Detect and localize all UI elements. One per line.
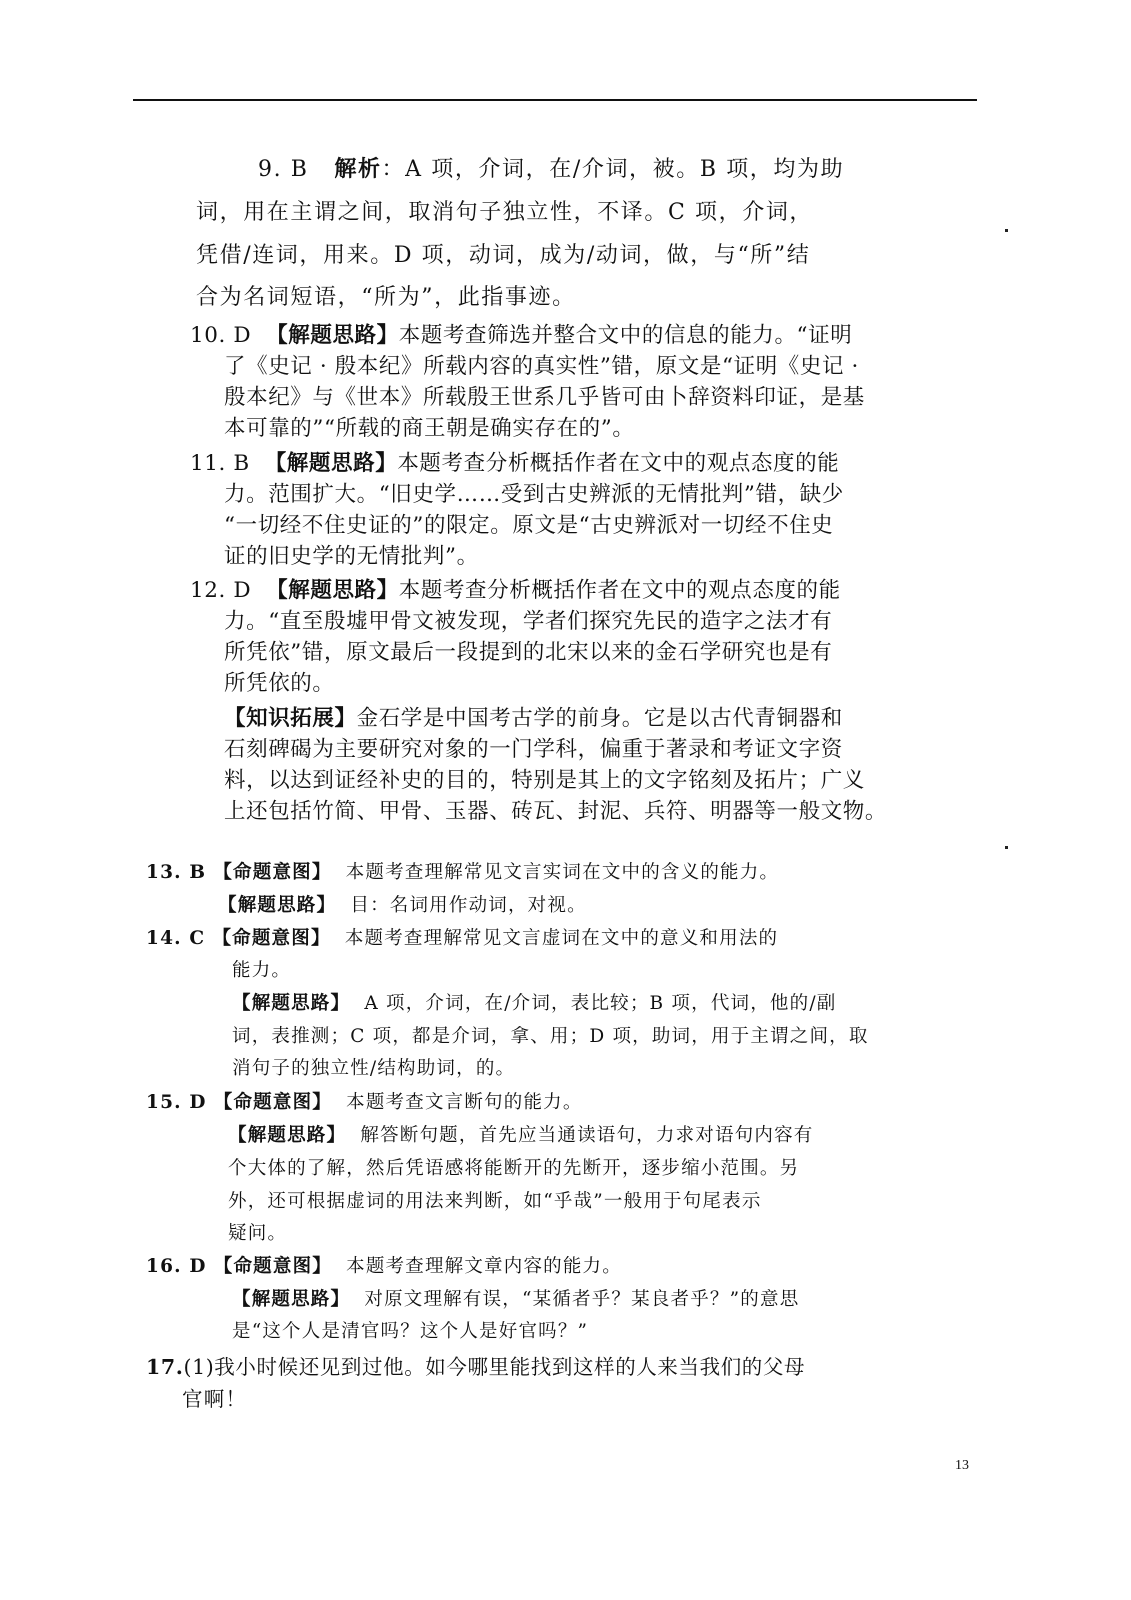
answer-text: 本题考查理解常见文言实词在文中的含义的能力。 (345, 862, 780, 883)
answer-line: 证的旧史学的无情批判”。 (224, 544, 479, 569)
answer-line: 了《史记 · 殷本纪》所载内容的真实性”错，原文是“证明《史记 · (224, 354, 859, 379)
answer-number: 9. B (258, 157, 309, 182)
answer-line (232, 1287, 799, 1313)
top-rule (133, 99, 977, 101)
reasoning-label: 【解题思路】 (228, 1125, 347, 1146)
answer-line: 所凭依的。 (224, 671, 335, 696)
answer-line (146, 926, 778, 952)
answer-line: 词，用在主谓之间，取消句子独立性，不译。C 项，介词， (196, 200, 814, 225)
answer-text: 对原文理解有误，“某循者乎？某良者乎？”的意思 (364, 1289, 800, 1310)
answer-line: 疑问。 (228, 1223, 288, 1244)
answer-line (146, 1090, 583, 1116)
answer-line: 本可靠的”“所载的商王朝是确实存在的”。 (224, 416, 635, 441)
answer-line (190, 578, 841, 604)
answer-text: 本题考查理解文章内容的能力。 (346, 1256, 622, 1277)
intent-label: 【命题意图】 (213, 1092, 332, 1113)
answer-line: 官啊！ (182, 1387, 248, 1411)
answer-line: 个大体的了解，然后凭语感将能断开的先断开，逐步缩小范围。另 (228, 1158, 800, 1179)
answer-line (232, 991, 836, 1017)
answer-number: 12. D (190, 578, 252, 603)
answer-text: 本题考查文言断句的能力。 (346, 1092, 583, 1113)
answer-line (258, 157, 844, 183)
answer-line (218, 893, 587, 919)
answer-number: 14. C (146, 928, 206, 949)
analysis-label: 解析 (334, 157, 382, 182)
answer-line: 消句子的独立性/结构助词，的。 (232, 1058, 516, 1079)
reasoning-label: 【解题思路】 (266, 323, 399, 348)
answer-line: 是“这个人是清官吗？这个人是好官吗？” (232, 1321, 589, 1342)
answer-text: A 项，介词，在/介词，表比较；B 项，代词，他的/副 (364, 993, 837, 1014)
intent-label: 【命题意图】 (213, 862, 332, 883)
intent-label: 【命题意图】 (212, 928, 331, 949)
reasoning-label: 【解题思路】 (266, 578, 399, 603)
answer-line: 石刻碑碣为主要研究对象的一门学科，偏重于著录和考证文字资 (224, 737, 843, 762)
reasoning-label: 【解题思路】 (218, 895, 337, 916)
answer-line (146, 1254, 622, 1280)
answer-line: 料，以达到证经补史的目的，特别是其上的文字铭刻及拓片；广义 (224, 768, 865, 793)
answer-line (146, 860, 779, 886)
answer-text: (1)我小时候还见到过他。如今哪里能找到这样的人来当我们的父母 (183, 1355, 806, 1379)
answer-line: 力。范围扩大。“旧史学……受到古史辨派的无情批判”错，缺少 (224, 482, 844, 507)
answer-line (228, 1123, 813, 1149)
scan-speck (1005, 229, 1008, 232)
reasoning-label: 【解题思路】 (232, 1289, 351, 1310)
answer-line: 外，还可根据虚词的用法来判断，如“乎哉”一般用于句尾表示 (228, 1191, 762, 1212)
answer-line: 所凭依”错，原文最后一段提到的北宋以来的金石学研究也是有 (224, 640, 833, 665)
intent-label: 【命题意图】 (213, 1256, 332, 1277)
answer-line: 合为名词短语，“所为”，此指事迹。 (196, 285, 576, 310)
answer-text: 金石学是中国考古学的前身。它是以古代青铜器和 (356, 706, 843, 731)
answer-line: 力。“直至殷墟甲骨文被发现，学者们探究先民的造字之法才有 (224, 609, 833, 634)
answer-line: 凭借/连词，用来。D 项，动词，成为/动词，做，与“所”结 (196, 243, 811, 268)
answer-number: 13. B (146, 862, 207, 883)
answer-line: “一切经不住史证的”的限定。原文是“古史辨派对一切经不住史 (224, 513, 834, 538)
answer-text: 解答断句题，首先应当通读语句，力求对语句内容有 (360, 1125, 814, 1146)
answer-line: 殷本纪》与《世本》所载殷王世系几乎皆可由卜辞资料印证，是基 (224, 385, 865, 410)
reasoning-label: 【解题思路】 (264, 451, 398, 476)
answer-number: 16. D (146, 1256, 207, 1277)
page-number: 13 (955, 1458, 969, 1473)
answer-number: 15. D (146, 1092, 207, 1113)
answer-line: 能力。 (232, 960, 292, 981)
answer-line (190, 323, 852, 349)
answer-line: 词，表推测；C 项，都是介词，拿、用；D 项，助词，用于主谓之间，取 (232, 1026, 869, 1047)
answer-text: 本题考查理解常见文言虚词在文中的意义和用法的 (344, 928, 779, 949)
answer-text: 目：名词用作动词，对视。 (350, 895, 587, 916)
scan-speck (1005, 846, 1008, 849)
knowledge-label: 【知识拓展】 (224, 706, 357, 731)
answer-number: 10. D (190, 323, 252, 348)
answer-line: 上还包括竹简、甲骨、玉器、砖瓦、封泥、兵符、明器等一般文物。 (224, 799, 888, 824)
answer-text: 本题考查分析概括作者在文中的观点态度的能 (397, 451, 840, 476)
answer-text: ：A 项，介词，在/介词，被。B 项，均为助 (381, 157, 845, 182)
answer-number: 17. (146, 1355, 184, 1379)
reasoning-label: 【解题思路】 (232, 993, 351, 1014)
answer-number: 11. B (190, 451, 250, 476)
answer-text: 本题考查筛选并整合文中的信息的能力。“证明 (398, 323, 853, 348)
answer-text: 本题考查分析概括作者在文中的观点态度的能 (398, 578, 841, 603)
answer-line (190, 451, 839, 477)
answer-line (146, 1354, 805, 1380)
answer-line (224, 706, 843, 732)
